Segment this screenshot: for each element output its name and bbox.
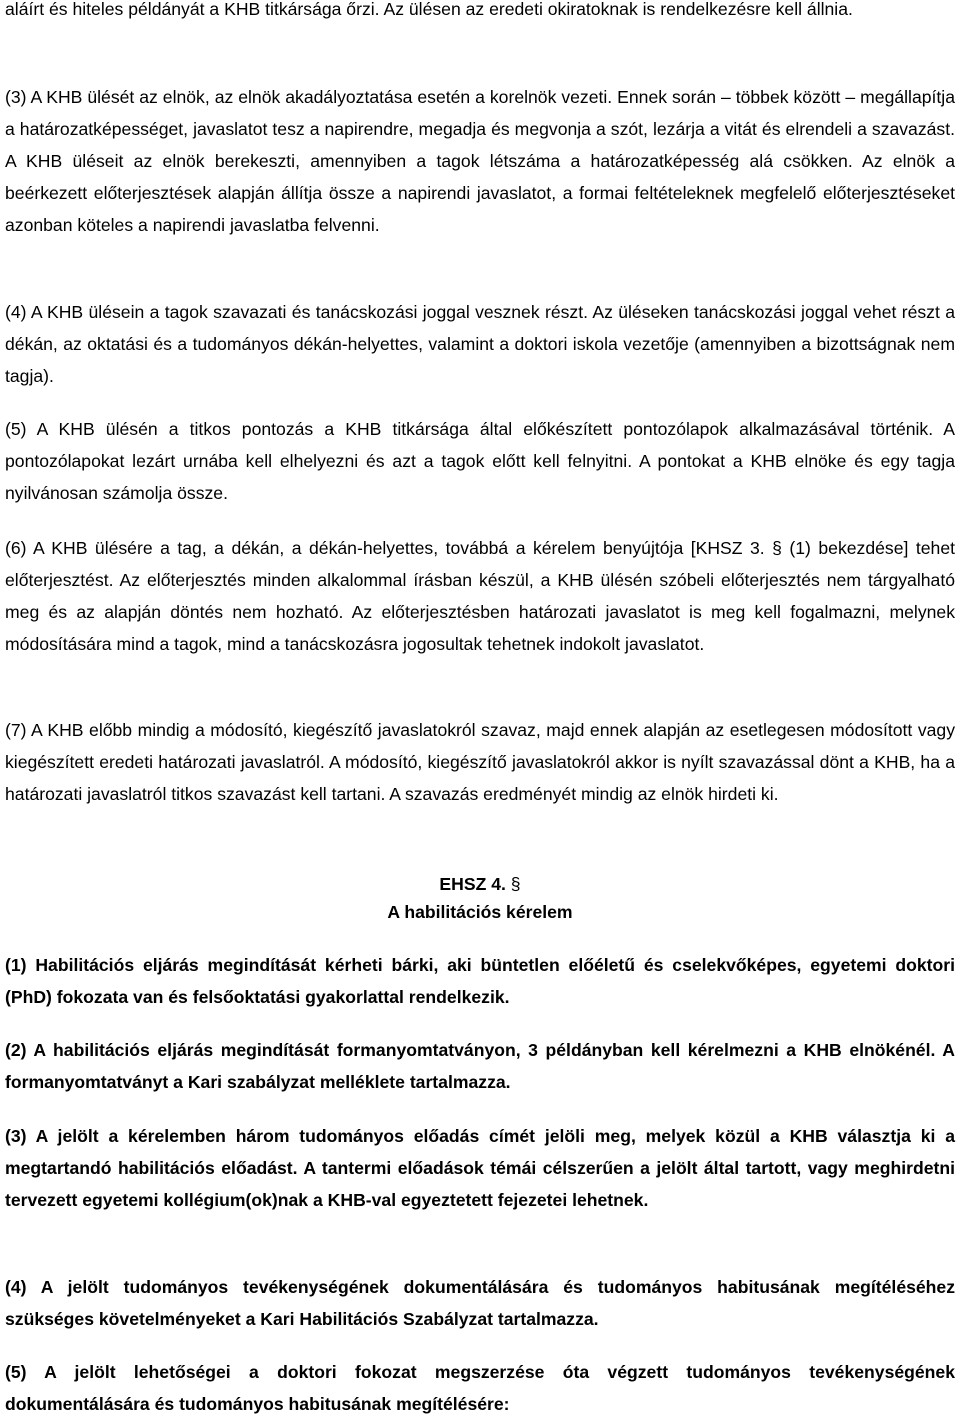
- paragraph-5: (5) A KHB ülésén a titkos pontozás a KHB titkársága által előkészített pontozólapok alkalmazásával történik. A pontozólapokat lezárt urnába kell elhelyezni és azt a tagok előtt kell felnyitni. A pontokat a KHB elnöke és egy tagja nyilvánosan számolja össze.: [5, 419, 955, 503]
- paragraph-continuation: aláírt és hiteles példányát a KHB titkársága őrzi. Az ülésen az eredeti okiratoknak is rendelkezésre kell állnia.: [5, 0, 853, 19]
- section-title: A habilitációs kérelem: [387, 902, 573, 922]
- paragraph-4: (4) A KHB ülésein a tagok szavazati és tanácskozási joggal vesznek részt. Az üléseken tanácskozási joggal vehet részt a dékán, az oktatási és a tudományos dékán-helyettes, valamint a doktori iskola vezetője (amennyiben a bizottságnak nem tagja).: [5, 302, 955, 386]
- bold-paragraph-4: (4) A jelölt tudományos tevékenységének dokumentálására és tudományos habitusának megítéléséhez szükséges követelményeket a Kari Habilitációs Szabályzat tartalmazza.: [5, 1277, 955, 1329]
- section-symbol: §: [510, 874, 521, 894]
- section-number: EHSZ 4.: [439, 874, 506, 894]
- bold-paragraph-1: (1) Habilitációs eljárás megindítását kérheti bárki, aki büntetlen előéletű és cselekvőképes, egyetemi doktori (PhD) fokozata van és felsőoktatási gyakorlattal rendelkezik.: [5, 955, 955, 1007]
- paragraph-6: (6) A KHB ülésére a tag, a dékán, a dékán-helyettes, továbbá a kérelem benyújtója [KHSZ 3. § (1) bekezdése] tehet előterjesztést. Az előterjesztés minden alkalommal írásban készül, a KHB ülésén szóbeli előterjesztés nem tárgyalható meg és az alapján döntés nem hozható. Az előterjesztésben határozati javaslatot is meg kell fogalmazni, melynek módosítására mind a tagok, mind a tanácskozásra jogosultak tehetnek indokolt javaslatot.: [5, 538, 955, 654]
- bold-paragraph-5: (5) A jelölt lehetőségei a doktori fokozat megszerzése óta végzett tudományos tevékenységének dokumentálására és tudományos habitusának megítélésére:: [5, 1362, 955, 1414]
- paragraph-7: (7) A KHB előbb mindig a módosító, kiegészítő javaslatokról szavaz, majd ennek alapján az esetlegesen módosított vagy kiegészített eredeti határozati javaslatról. A módosító, kiegészítő javaslatokról akkor is nyílt szavazással dönt a KHB, ha a határozati javaslatról titkos szavazást kell tartani. A szavazás eredményét mindig az elnök hirdeti ki.: [5, 720, 955, 804]
- paragraph-3: (3) A KHB ülését az elnök, az elnök akadályoztatása esetén a korelnök vezeti. Ennek során – többek között – megállapítja a határozatképességet, javaslatot tesz a napirendre, megadja és megvonja a szót, lezárja a vitát és elrendeli a szavazást. A KHB üléseit az elnök berekeszti, amennyiben a tagok létszáma a határozatképesség alá csökken. Az elnök a beérkezett előterjesztések alapján állítja össze a napirendi javaslatot, a formai feltételeknek megfelelő előterjesztéseket azonban köteles a napirendi javaslatba felvenni.: [5, 87, 955, 235]
- bold-paragraph-2: (2) A habilitációs eljárás megindítását formanyomtatványon, 3 példányban kell kérelmezni a KHB elnökénél. A formanyomtatványt a Kari szabályzat melléklete tartalmazza.: [5, 1040, 955, 1092]
- bold-paragraph-3: (3) A jelölt a kérelemben három tudományos előadás címét jelöli meg, melyek közül a KHB választja ki a megtartandó habilitációs előadást. A tantermi előadások témái célszerűen a jelölt által tartott, vagy meghirdetni tervezett egyetemi kollégium(ok)nak a KHB-val egyeztetett fejezetei lehetnek.: [5, 1126, 955, 1210]
